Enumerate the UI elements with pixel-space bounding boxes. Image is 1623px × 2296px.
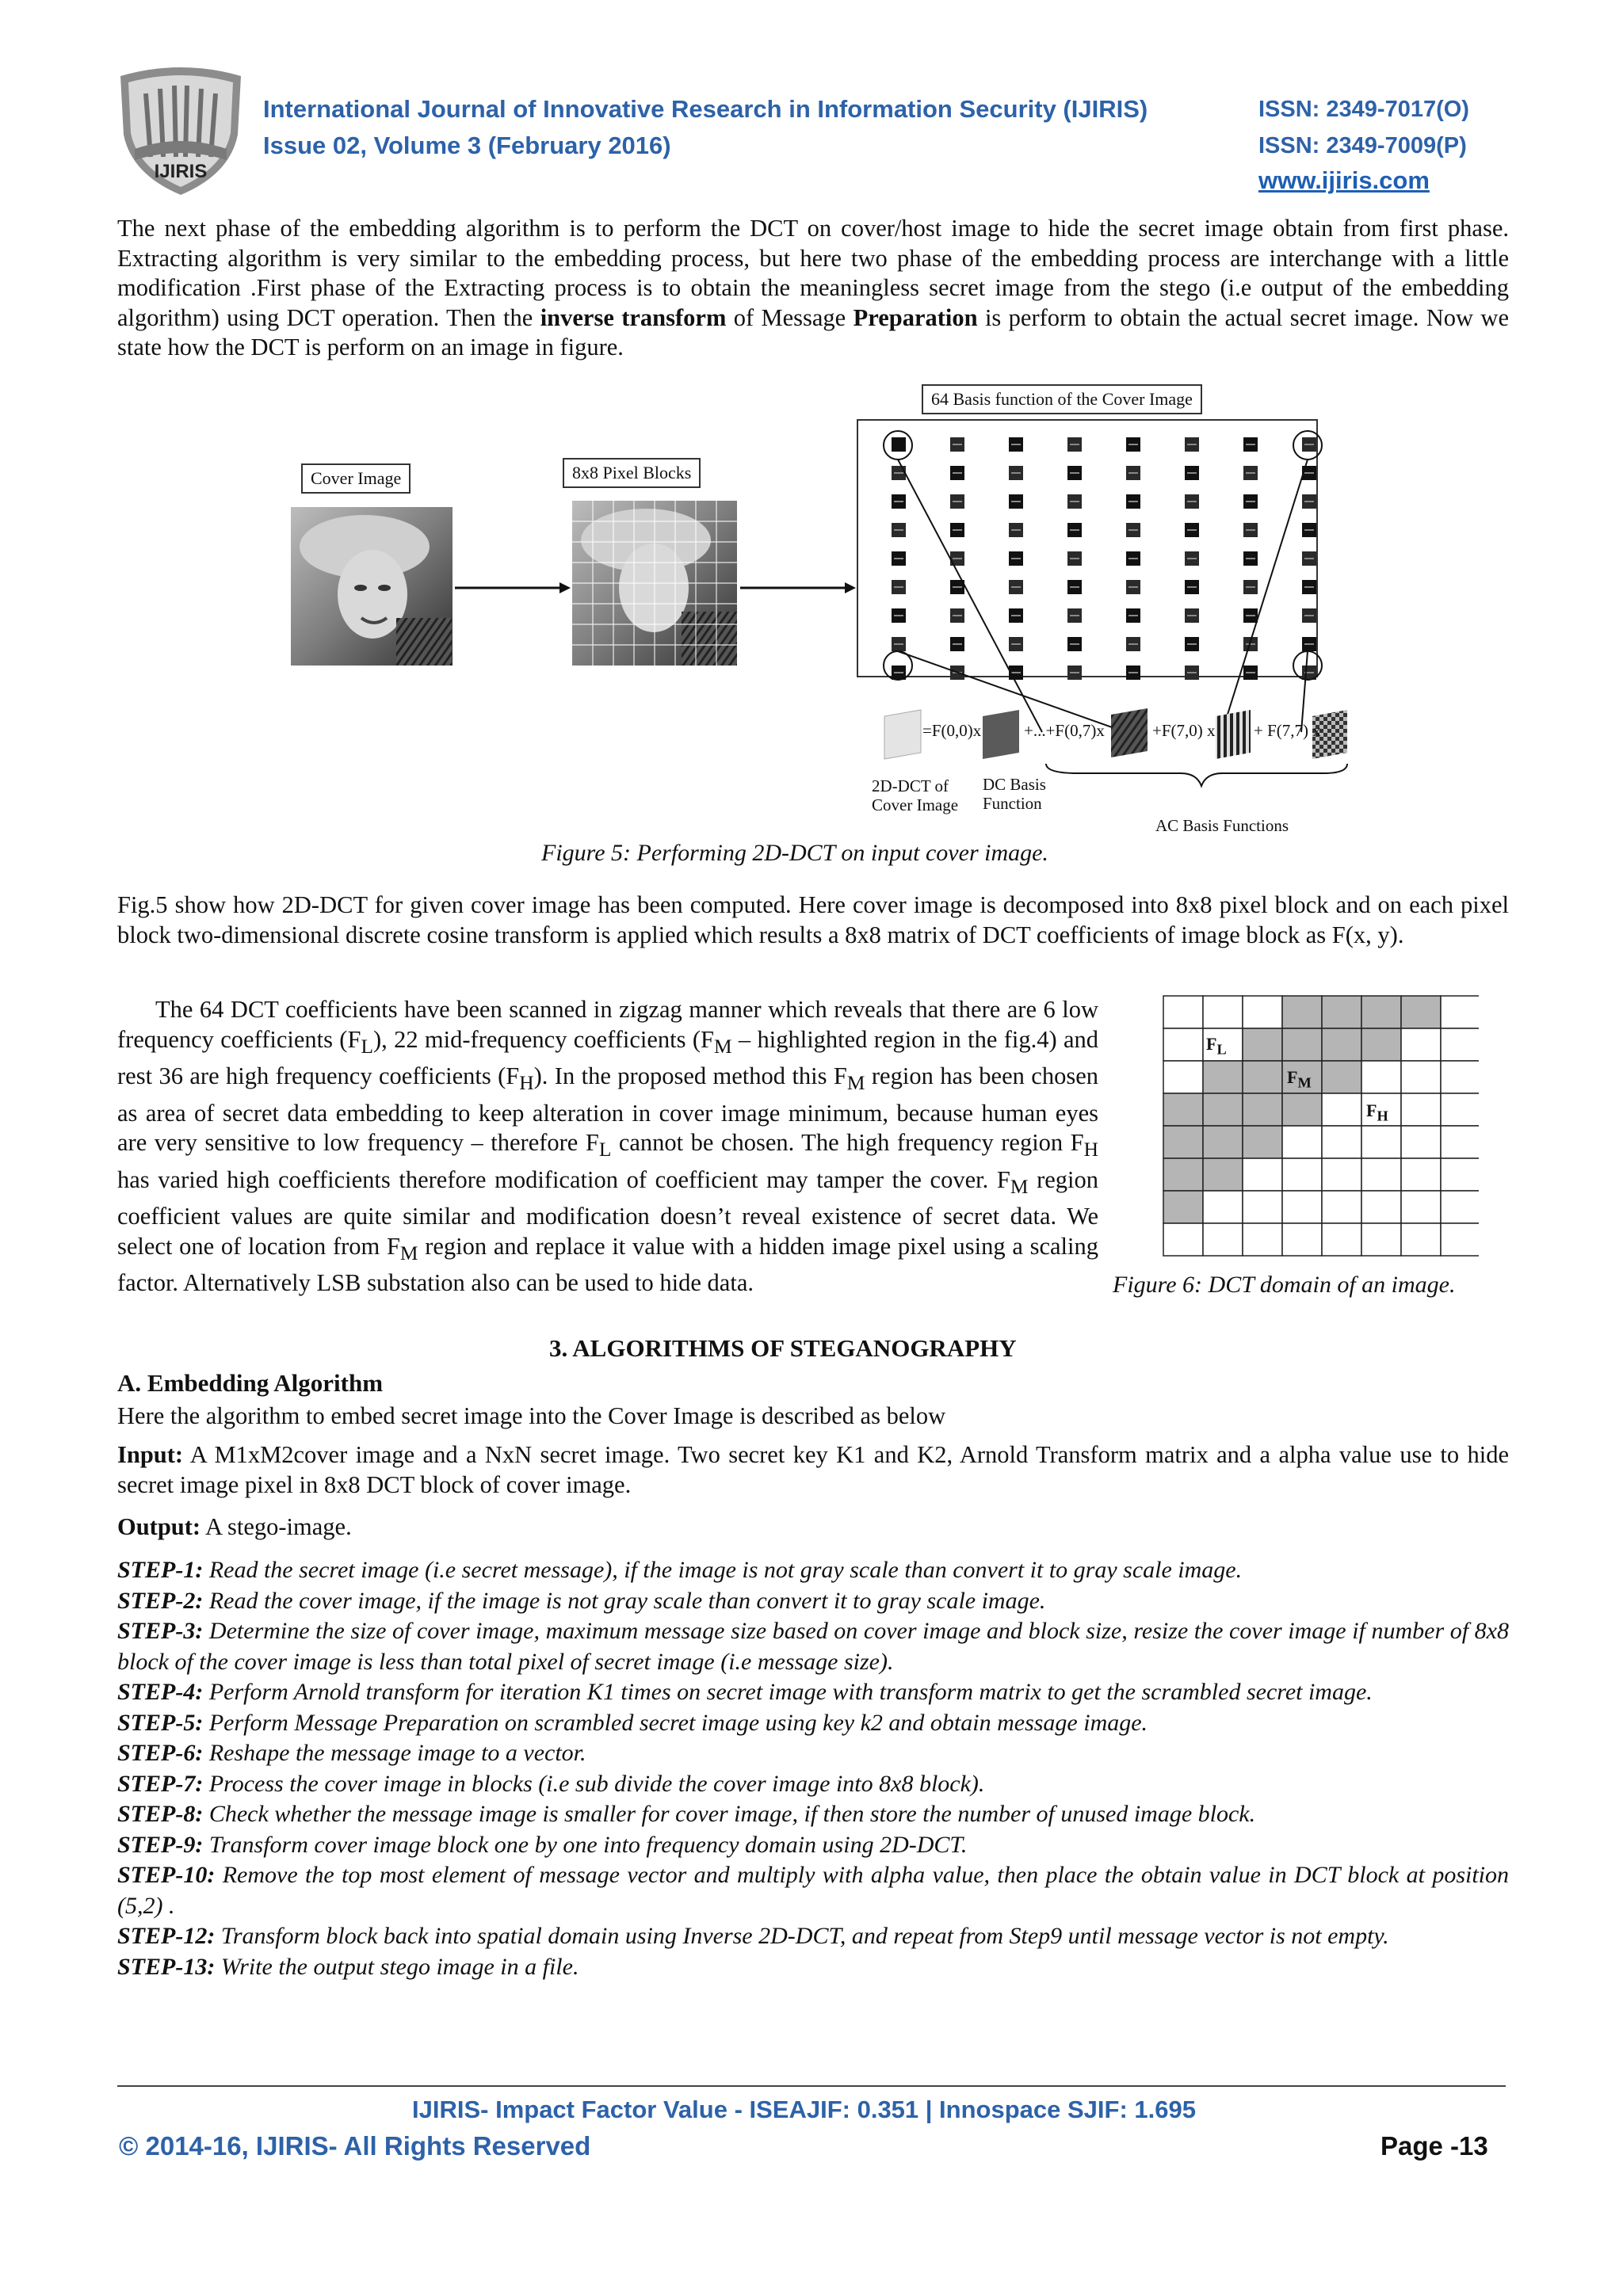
high-frequency-cell <box>1243 1158 1282 1191</box>
journal-title: International Journal of Innovative Research in Information Security (IJIRIS) <box>263 95 1148 123</box>
step-label: STEP-7: <box>117 1770 204 1797</box>
step-label: STEP-3: <box>117 1618 204 1644</box>
section-3-intro: Here the algorithm to embed secret image into the Cover Image is described as below <box>117 1402 946 1429</box>
high-frequency-cell <box>1322 1158 1361 1191</box>
pixel-blocks-label: 8x8 Pixel Blocks <box>563 458 701 488</box>
algorithm-step <box>117 1555 1509 1586</box>
fig5-paragraph: Fig.5 show how 2D-DCT for given cover image has been computed. Here cover image is decomposed into 8x8 pixel block and on each pixel block two-dimensional discrete cosine transform is applied which results a 8x8 matrix of DCT coefficients of image block as F(x, y). <box>117 891 1509 948</box>
high-frequency-cell <box>1322 1126 1361 1158</box>
high-frequency-cell <box>1361 1191 1401 1223</box>
journal-issue: Issue 02, Volume 3 (February 2016) <box>263 132 671 159</box>
mid-frequency-cell <box>1203 1158 1243 1191</box>
mid-frequency-cell <box>1203 1061 1243 1093</box>
issn-print: ISSN: 2349-7009(P) <box>1258 133 1467 158</box>
mid-frequency-cell <box>1163 1191 1203 1223</box>
low-frequency-cell <box>1163 996 1203 1028</box>
high-frequency-cell <box>1361 1223 1401 1256</box>
step-text: Process the cover image in blocks (i.e sub divide the cover image into 8x8 block). <box>203 1770 985 1797</box>
section-3-title: 3. ALGORITHMS OF STEGANOGRAPHY <box>549 1334 1017 1362</box>
mid-frequency-cell <box>1322 996 1361 1028</box>
output-text: Output: A stego-image. <box>117 1513 352 1540</box>
low-frequency-cell <box>1243 996 1282 1028</box>
dc-basis-label: DC Basis Function <box>983 775 1046 813</box>
dc-basis-tile <box>983 710 1019 759</box>
cover-image <box>291 507 453 666</box>
high-frequency-cell <box>1401 1028 1441 1061</box>
intro-paragraph: The next phase of the embedding algorithm is to perform the DCT on cover/host image to hide the secret image obtain from first phase. Extracting algorithm is very similar to the embedding process, but here two phase of the embedding process are interchange with a little modification .First phase of the Extracting process is to obtain the meaningless secret image from the stego (i.e output of the embedding algorithm) using DCT operation. Then the inverse transform of Message Preparation is perform to obtain the actual secret image. Now we state how the DCT is perform on an image in figure. <box>117 215 1509 360</box>
high-frequency-cell <box>1401 1126 1441 1158</box>
dct-label: 2D-DCT of Cover Image <box>872 776 959 814</box>
dct-paragraph-block <box>117 995 1098 1299</box>
step-label: STEP-9: <box>117 1831 204 1858</box>
mid-frequency-cell <box>1243 1126 1282 1158</box>
step-text: Remove the top most element of message vector and multiply with alpha value, then place the obtain value in DCT block at position (5,2) . <box>117 1862 1509 1919</box>
step-label: STEP-4: <box>117 1679 204 1705</box>
high-frequency-cell <box>1441 1191 1479 1223</box>
step-text: Write the output stego image in a file. <box>215 1953 579 1980</box>
input-block <box>117 1440 1509 1500</box>
ac-basis-tile-2 <box>1216 710 1251 759</box>
logo-text: IJIRIS <box>154 161 208 182</box>
step-label: STEP-1: <box>117 1557 204 1583</box>
high-frequency-cell <box>1441 1093 1479 1126</box>
algorithm-step <box>117 1738 1509 1769</box>
journal-website-link[interactable]: www.ijiris.com <box>1258 166 1430 194</box>
journal-logo <box>111 62 250 198</box>
high-frequency-cell <box>1163 1223 1203 1256</box>
footer-rule <box>117 2085 1506 2087</box>
high-frequency-cell <box>1441 1126 1479 1158</box>
ac-basis-label: AC Basis Functions <box>1155 816 1289 835</box>
pixel-blocks-image <box>572 501 737 666</box>
mid-frequency-cell <box>1203 1093 1243 1126</box>
input-text: Input: A M1xM2cover image and a NxN secret image. Two secret key K1 and K2, Arnold Transform matrix and a alpha value use to hide secret image pixel in 8x8 DCT block of cover image. <box>117 1441 1509 1498</box>
high-frequency-cell <box>1322 1223 1361 1256</box>
mid-frequency-cell <box>1361 996 1401 1028</box>
eq-term-2: +...+F(0,7)x <box>1024 721 1105 740</box>
step-text: Perform Message Preparation on scrambled secret image using key k2 and obtain message image. <box>203 1709 1148 1736</box>
high-frequency-cell <box>1441 996 1479 1028</box>
mid-frequency-cell <box>1322 1028 1361 1061</box>
algorithm-step <box>117 1921 1509 1952</box>
issn-online: ISSN: 2349-7017(O) <box>1258 97 1469 122</box>
algorithm-step <box>117 1616 1509 1677</box>
high-frequency-cell <box>1243 1223 1282 1256</box>
mid-frequency-cell <box>1163 1093 1203 1126</box>
high-frequency-cell <box>1401 1093 1441 1126</box>
high-frequency-cell <box>1243 1191 1282 1223</box>
step-text: Read the secret image (i.e secret message), if the image is not gray scale than convert it to gray scale image. <box>203 1557 1243 1583</box>
intro-paragraph-block <box>117 214 1509 363</box>
basis-function-grid <box>857 420 1322 680</box>
low-frequency-cell <box>1163 1061 1203 1093</box>
step-text: Transform cover image block one by one into frequency domain using 2D-DCT. <box>203 1831 968 1858</box>
basis-function-label: 64 Basis function of the Cover Image <box>922 384 1202 414</box>
step-label: STEP-8: <box>117 1801 204 1827</box>
step-label: STEP-5: <box>117 1709 204 1736</box>
mid-frequency-cell <box>1163 1126 1203 1158</box>
step-text: Determine the size of cover image, maximum message size based on cover image and block size, resize the cover image if number of 8x8 block of the cover image is less than total pixel of secret image (i.e message size). <box>117 1618 1509 1675</box>
high-frequency-cell <box>1401 1061 1441 1093</box>
algorithm-step <box>117 1860 1509 1921</box>
eq-term-1: =F(0,0)x <box>922 721 982 740</box>
dct-paragraph: The 64 DCT coefficients have been scanned in zigzag manner which reveals that there are 6 low frequency coefficients $(F_L)$, 22 mid-frequency coefficients ($F_M$ – highlighted region in the fig.4) and rest 36 are high frequency coefficients $(F_H)$. In the proposed method this $F_M$ region has been chosen as area of secret data embedding to keep alteration in cover image minimum, because human eyes are very sensitive to low frequency – therefore $F_L$ cannot be chosen. The high frequency region $F_H$ has varied high coefficients therefore modification of coefficient may tamper the cover. $F_M$ region coefficient values are quite similar and modification doesn’t reveal existence of secret data. We select one of location from $F_M$ region and replace it value with a hidden image pixel using a scaling factor. Alternatively LSB substation also can be used to hide data. <box>117 996 1098 1297</box>
high-frequency-cell <box>1282 1191 1322 1223</box>
eq-term-4: + F(7,7) x <box>1254 721 1321 740</box>
cover-image-label: Cover Image <box>301 463 411 494</box>
high-frequency-cell <box>1401 1158 1441 1191</box>
figure-5-caption: Figure 5: Performing 2D-DCT on input cover image. <box>541 840 1048 866</box>
step-text: Reshape the message image to a vector. <box>203 1740 586 1766</box>
high-frequency-cell <box>1361 1061 1401 1093</box>
mid-frequency-cell <box>1243 1028 1282 1061</box>
high-frequency-cell <box>1322 1093 1361 1126</box>
high-frequency-cell <box>1282 1158 1322 1191</box>
mid-frequency-cell <box>1243 1061 1282 1093</box>
footer-copyright: © 2014-16, IJIRIS- All Rights Reserved <box>119 2131 591 2161</box>
high-frequency-cell <box>1282 1126 1322 1158</box>
algorithm-step <box>117 1708 1509 1739</box>
basis-tile <box>892 437 906 452</box>
mid-frequency-cell <box>1282 1093 1322 1126</box>
figure-6-caption: Figure 6: DCT domain of an image. <box>1113 1272 1456 1298</box>
fl-label: $F_L$ <box>1206 1034 1227 1058</box>
step-text: Read the cover image, if the image is not gray scale than convert it to gray scale image. <box>203 1587 1046 1614</box>
step-label: STEP-12: <box>117 1923 216 1949</box>
high-frequency-cell <box>1441 1223 1479 1256</box>
mid-frequency-cell <box>1361 1028 1401 1061</box>
high-frequency-cell <box>1441 1158 1479 1191</box>
page-number: Page -13 <box>1381 2131 1488 2161</box>
high-frequency-cell <box>1322 1191 1361 1223</box>
algorithm-step <box>117 1952 1509 1983</box>
figure-6-dct-grid <box>1162 994 1479 1257</box>
algorithm-step <box>117 1677 1509 1708</box>
algorithm-step <box>117 1769 1509 1800</box>
step-label: STEP-6: <box>117 1740 204 1766</box>
fh-label: $F_H$ <box>1366 1100 1388 1124</box>
footer-impact-factor: IJIRIS- Impact Factor Value - ISEAJIF: 0.351 | Innospace SJIF: 1.695 <box>412 2096 1196 2123</box>
algorithm-step <box>117 1586 1509 1617</box>
high-frequency-cell <box>1401 1191 1441 1223</box>
high-frequency-cell <box>1441 1028 1479 1061</box>
algorithm-step <box>117 1830 1509 1861</box>
mid-frequency-cell <box>1282 996 1322 1028</box>
high-frequency-cell <box>1203 1191 1243 1223</box>
high-frequency-cell <box>1441 1061 1479 1093</box>
subsection-a-title: A. Embedding Algorithm <box>117 1369 384 1397</box>
step-label: STEP-10: <box>117 1862 216 1888</box>
figure-5 <box>285 380 1363 840</box>
step-text: Transform block back into spatial domain using Inverse 2D-DCT, and repeat from Step9 until message vector is not empty. <box>215 1923 1389 1949</box>
mid-frequency-cell <box>1401 996 1441 1028</box>
eq-term-3: +F(7,0) x <box>1152 721 1216 740</box>
step-text: Check whether the message image is smaller for cover image, if then store the number of unused image block. <box>203 1801 1256 1827</box>
step-label: STEP-13: <box>117 1953 216 1980</box>
fig5-paragraph-block <box>117 891 1509 950</box>
mid-frequency-cell <box>1282 1028 1322 1061</box>
high-frequency-cell <box>1282 1223 1322 1256</box>
high-frequency-cell <box>1361 1126 1401 1158</box>
step-label: STEP-2: <box>117 1587 204 1614</box>
mid-frequency-cell <box>1322 1061 1361 1093</box>
low-frequency-cell <box>1203 996 1243 1028</box>
high-frequency-cell <box>1401 1223 1441 1256</box>
mid-frequency-cell <box>1243 1093 1282 1126</box>
mid-frequency-cell <box>1163 1158 1203 1191</box>
fm-label: $F_M$ <box>1287 1067 1312 1091</box>
algorithm-step <box>117 1799 1509 1830</box>
ac-basis-tile-1 <box>1111 708 1148 757</box>
high-frequency-cell <box>1361 1158 1401 1191</box>
dct-image-tile <box>884 710 921 759</box>
high-frequency-cell <box>1203 1223 1243 1256</box>
step-text: Perform Arnold transform for iteration K1 times on secret image with transform matrix to get the scrambled secret image. <box>203 1679 1373 1705</box>
mid-frequency-cell <box>1203 1126 1243 1158</box>
low-frequency-cell <box>1163 1028 1203 1061</box>
algorithm-steps <box>117 1555 1509 1982</box>
